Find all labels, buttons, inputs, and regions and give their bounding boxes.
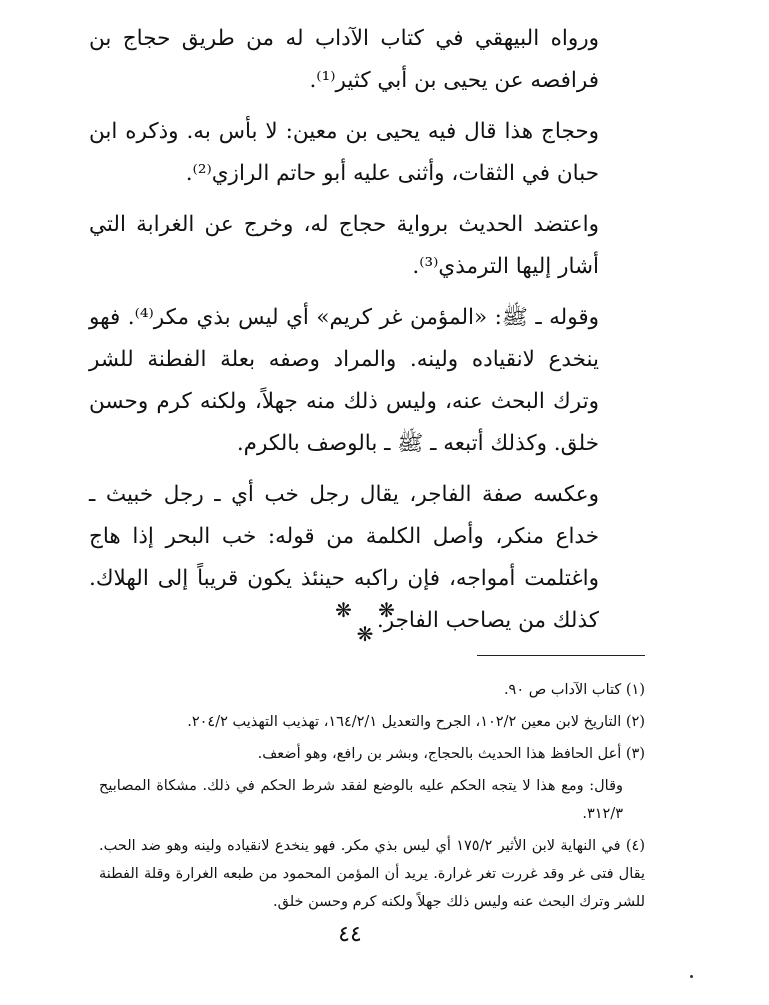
paragraph: وقوله ـ ﷺ: «المؤمن غر كريم» أي ليس بذي مكر⁽⁴⁾. فهو ينخدع لانقياده ولينه. والمراد وصفه بعلة الفطنة للشر وترك البحث عنه، وليس ذلك منه جهلاً، ولكنه كرم وحسن خلق. وكذلك أتبعه ـ ﷺ ـ بالوصف بالكرم.: [89, 305, 599, 456]
page-number: ٤٤: [338, 922, 362, 947]
footnote: (٤) في النهاية لابن الأثير ١٧٥/٢ أي ليس بذي مكر. فهو ينخدع لانقياده ولينه وهو ضد الحب. يقال فتى غر وقد غررت تغر غرارة. يريد أن المؤمن المحمود من طبعه الغرارة وقلة الفطنة للشر وترك البحث عنه وليس ذلك جهلاً ولكنه كرم وحسن خلق.: [99, 838, 645, 910]
main-text: [89, 18, 599, 651]
footnote-divider: [477, 655, 645, 656]
paragraph: واعتضد الحديث برواية حجاج له، وخرج عن الغرابة التي أشار إليها الترمذي⁽³⁾.: [89, 212, 599, 279]
footnote-continuation: وقال: ومع هذا لا يتجه الحكم عليه بالوضع لفقد شرط الحكم في ذلك. مشكاة المصابيح ٣١٢/٣.: [99, 778, 623, 822]
section-separator: ❋ ❋ ❋: [335, 598, 405, 646]
paragraph: وعكسه صفة الفاجر، يقال رجل خب أي ـ رجل خبيث ـ خداع منكر، وأصل الكلمة من قوله: خب البحر إذا هاج واغتلمت أمواجه، فإن راكبه حينئذ يكون قريباً إلى الهلاك. كذلك من يصاحب الفاجر.: [89, 482, 599, 633]
footnotes: [99, 676, 645, 920]
footnote: (٢) التاريخ لابن معين ١٠٢/٢، الجرح والتعديل ١٦٤/٢/١، تهذيب التهذيب ٢٠٤/٢.: [187, 714, 645, 730]
scan-speck: [690, 975, 693, 978]
paragraph: وحجاج هذا قال فيه يحيى بن معين: لا بأس به. وذكره ابن حبان في الثقات، وأثنى عليه أبو حاتم الرازي⁽²⁾.: [89, 119, 599, 186]
footnote: (١) كتاب الآداب ص ٩٠.: [503, 682, 645, 698]
paragraph: ورواه البيهقي في كتاب الآداب له من طريق حجاج بن فرافصه عن يحيى بن أبي كثير⁽¹⁾.: [89, 26, 599, 93]
footnote: (٣) أعل الحافظ هذا الحديث بالحجاج، وبشر بن رافع، وهو أضعف.: [257, 746, 645, 762]
